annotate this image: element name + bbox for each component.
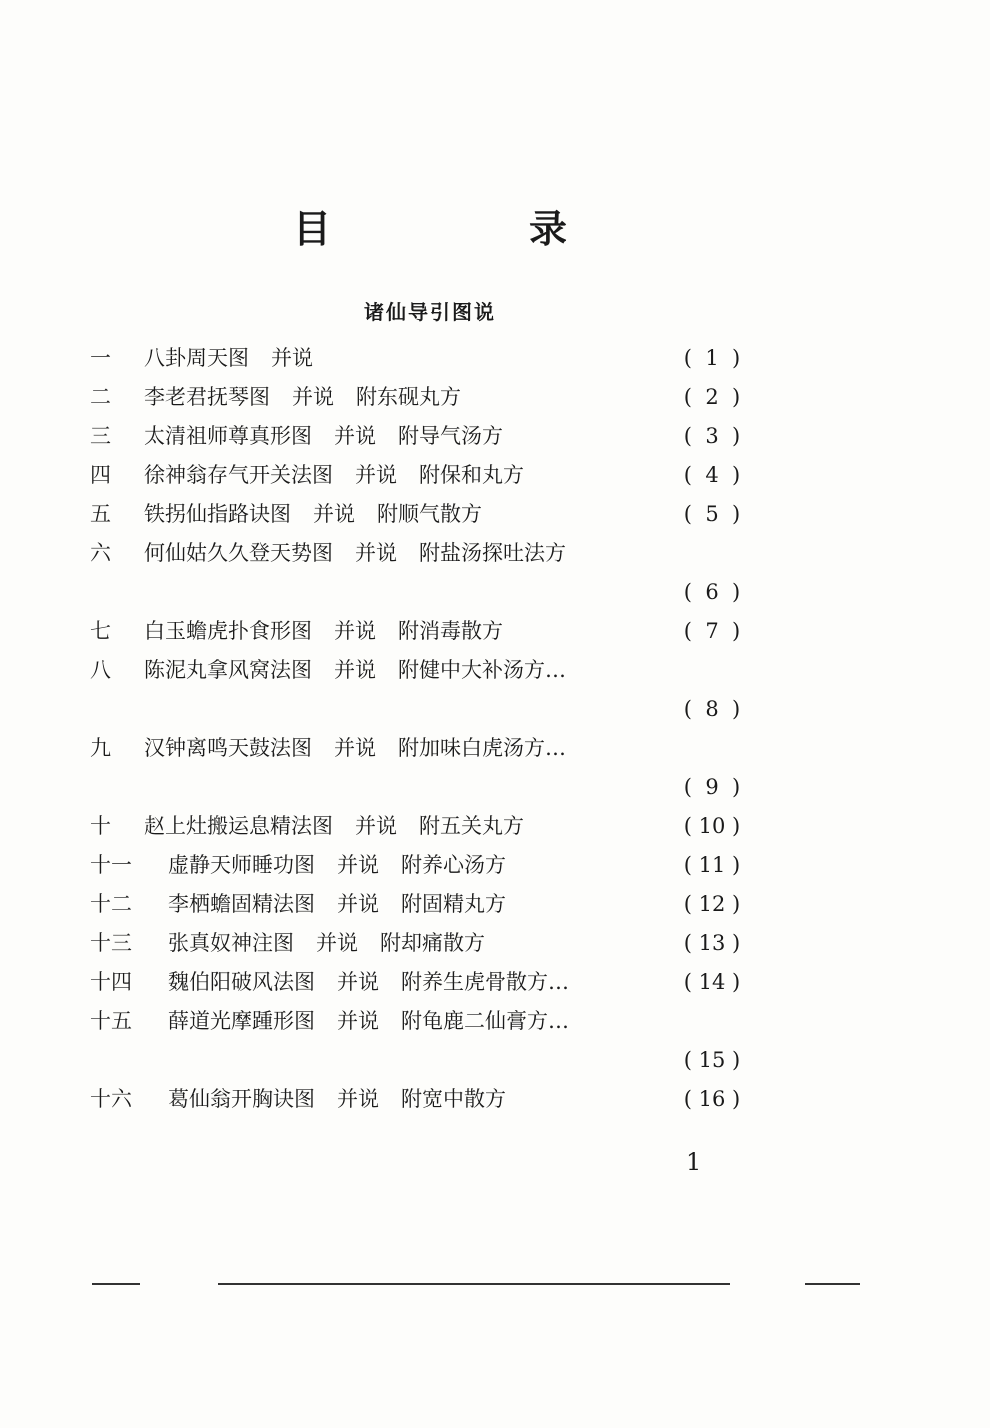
toc-page-number: 4	[705, 463, 719, 487]
toc-entry-title-text: 薛道光摩踵形图	[168, 1009, 315, 1033]
toc-entry-title	[168, 888, 506, 920]
toc-page-number: 9	[705, 775, 719, 799]
bottom-rule	[218, 1283, 730, 1285]
toc-entry-continuation[interactable]	[90, 576, 760, 608]
toc-entry[interactable]	[90, 459, 760, 491]
toc-page-ref: ( 10 )	[672, 810, 752, 842]
toc-entry-title-text: 魏伯阳破风法图	[168, 970, 315, 994]
toc-entry-title-text: 葛仙翁开胸诀图	[168, 1087, 315, 1111]
toc-entry[interactable]	[90, 810, 760, 842]
toc-entry[interactable]	[90, 849, 760, 881]
toc-entry-number: 三	[90, 424, 111, 448]
toc-page-number: 16	[698, 1087, 726, 1111]
toc-entry-appendix: 附五关丸方	[419, 814, 524, 838]
toc-entry-number: 十六	[90, 1087, 132, 1111]
toc-entry-appendix: 附导气汤方	[398, 424, 503, 448]
toc-page-ref: ( 12 )	[672, 888, 752, 920]
toc-leader-dots	[469, 381, 665, 413]
toc-entry-title	[144, 537, 566, 569]
toc-entry-appendix: 附养生虎骨散方…	[401, 970, 569, 994]
toc-leader-dots	[144, 771, 665, 803]
toc-entry-title-text: 汉钟离鸣天鼓法图	[144, 736, 312, 760]
toc-entry[interactable]	[90, 732, 760, 764]
toc-entry-number: 十四	[90, 970, 132, 994]
toc-page-ref: ( 15 )	[672, 1044, 752, 1076]
toc-entry[interactable]	[90, 342, 760, 374]
toc-page-ref: ( 7 )	[672, 615, 752, 647]
toc-page-ref: ( 16 )	[672, 1083, 752, 1115]
toc-entry[interactable]	[90, 927, 760, 959]
toc-entry-appendix: 附东砚丸方	[356, 385, 461, 409]
toc-entry-title	[144, 420, 503, 452]
toc-entry-number: 五	[90, 502, 111, 526]
toc-entry-title-text: 八卦周天图	[144, 346, 249, 370]
toc-entry-title-text: 张真奴神注图	[168, 931, 294, 955]
bottom-rule	[805, 1283, 860, 1285]
toc-entry-note: 并说	[271, 346, 313, 370]
toc-entry-appendix: 附顺气散方	[377, 502, 482, 526]
toc-entry-continuation[interactable]	[90, 771, 760, 803]
toc-entry-title	[168, 966, 569, 998]
toc-page-number: 1	[705, 346, 719, 370]
toc-page-number: 13	[698, 931, 726, 955]
toc-leader-dots	[532, 810, 665, 842]
toc-entry-note: 并说	[334, 736, 376, 760]
toc-page-number: 2	[705, 385, 719, 409]
toc-entry-title-text: 李栖蟾固精法图	[168, 892, 315, 916]
toc-leader-dots	[321, 342, 665, 374]
toc-entry[interactable]	[90, 498, 760, 530]
toc-entry-continuation[interactable]	[90, 1044, 760, 1076]
toc-page-number: 12	[698, 892, 726, 916]
toc-entry[interactable]	[90, 615, 760, 647]
toc-entry-note: 并说	[313, 502, 355, 526]
toc-entry-title-text: 赵上灶搬运息精法图	[144, 814, 333, 838]
toc-entry[interactable]	[90, 1083, 760, 1115]
toc-entry-appendix: 附固精丸方	[401, 892, 506, 916]
page-title: 目 录	[292, 207, 647, 251]
toc-page-ref: ( 13 )	[672, 927, 752, 959]
toc-entry-number: 七	[90, 619, 111, 643]
toc-page-ref: ( 11 )	[672, 849, 752, 881]
toc-entry-appendix: 附保和丸方	[419, 463, 524, 487]
toc-entry[interactable]	[90, 537, 760, 569]
toc-entry-number: 六	[90, 541, 111, 565]
toc-entry-number: 四	[90, 463, 111, 487]
toc-page-number: 6	[705, 580, 719, 604]
toc-entry-title	[168, 1005, 569, 1037]
toc-entry[interactable]	[90, 654, 760, 686]
toc-page-ref: ( 6 )	[672, 576, 752, 608]
toc-entry-title-text: 何仙姑久久登天势图	[144, 541, 333, 565]
toc-leader-dots	[514, 849, 665, 881]
toc-leader-dots	[532, 459, 665, 491]
toc-entry[interactable]	[90, 888, 760, 920]
toc-entry-appendix: 附加味白虎汤方…	[398, 736, 566, 760]
toc-entry-note: 并说	[355, 814, 397, 838]
toc-entry-title	[168, 927, 485, 959]
toc-page-number: 5	[705, 502, 719, 526]
toc-entry-note: 并说	[337, 853, 379, 877]
toc-leader-dots	[493, 927, 665, 959]
toc-entry-note: 并说	[337, 1009, 379, 1033]
toc-leader-dots	[168, 1044, 665, 1076]
toc-entry[interactable]	[90, 1005, 760, 1037]
toc-entry-title	[144, 342, 313, 374]
toc-entry-number: 十三	[90, 931, 132, 955]
toc-page-ref: ( 1 )	[672, 342, 752, 374]
toc-entry-appendix: 附健中大补汤方…	[398, 658, 566, 682]
toc-leader-dots	[144, 576, 665, 608]
toc-page-ref: ( 8 )	[672, 693, 752, 725]
section-title: 诸仙导引图说	[364, 300, 496, 324]
toc-entry-number: 十	[90, 814, 111, 838]
toc-page-number: 8	[705, 697, 719, 721]
page-number: 1	[686, 1148, 702, 1176]
toc-entry-note: 并说	[337, 892, 379, 916]
toc-entry-title	[144, 732, 566, 764]
toc-entry-number: 二	[90, 385, 111, 409]
toc-entry-title-text: 李老君抚琴图	[144, 385, 270, 409]
toc-page-number: 7	[705, 619, 719, 643]
toc-entry-title	[168, 1083, 506, 1115]
toc-leader-dots	[490, 498, 665, 530]
toc-entry-title	[144, 498, 482, 530]
toc-entry-number: 九	[90, 736, 111, 760]
toc-entry-appendix: 附盐汤探吐法方	[419, 541, 566, 565]
toc-entry-appendix: 附养心汤方	[401, 853, 506, 877]
toc-page-number: 10	[698, 814, 726, 838]
toc-entry-number: 十一	[90, 853, 132, 877]
toc-page-ref: ( 5 )	[672, 498, 752, 530]
toc-page-number: 3	[705, 424, 719, 448]
toc-page-ref: ( 3 )	[672, 420, 752, 452]
toc-leader-dots	[511, 420, 665, 452]
toc-entry-number: 十二	[90, 892, 132, 916]
toc-entry-number: 一	[90, 346, 111, 370]
toc-leader-dots	[577, 966, 665, 998]
toc-leader-dots	[514, 888, 665, 920]
toc-entry-note: 并说	[337, 1087, 379, 1111]
toc-entry-title	[144, 615, 503, 647]
toc-entry-title	[168, 849, 506, 881]
toc-entry-appendix: 附龟鹿二仙膏方…	[401, 1009, 569, 1033]
toc-leader-dots	[511, 615, 665, 647]
toc-entry-note: 并说	[334, 424, 376, 448]
toc-entry-note: 并说	[355, 463, 397, 487]
toc-entry-continuation[interactable]	[90, 693, 760, 725]
toc-leader-dots	[144, 693, 665, 725]
toc-entry[interactable]	[90, 966, 760, 998]
toc-entry-title-text: 铁拐仙指路诀图	[144, 502, 291, 526]
toc-page-ref: ( 4 )	[672, 459, 752, 491]
toc-entry-note: 并说	[334, 619, 376, 643]
toc-entry-appendix: 附宽中散方	[401, 1087, 506, 1111]
toc-entry-title-text: 虚静天师睡功图	[168, 853, 315, 877]
toc-page-ref: ( 9 )	[672, 771, 752, 803]
toc-entry-title	[144, 459, 524, 491]
toc-page-number: 15	[698, 1048, 726, 1072]
toc-page-ref: ( 14 )	[672, 966, 752, 998]
toc-entry-title-text: 陈泥丸拿风窝法图	[144, 658, 312, 682]
toc-entry-note: 并说	[355, 541, 397, 565]
toc-entry-note: 并说	[337, 970, 379, 994]
toc-entry-note: 并说	[292, 385, 334, 409]
toc-entry-appendix: 附却痛散方	[380, 931, 485, 955]
toc-entry-title-text: 白玉蟾虎扑食形图	[144, 619, 312, 643]
toc-entry-title-text: 徐神翁存气开关法图	[144, 463, 333, 487]
toc-page-ref: ( 2 )	[672, 381, 752, 413]
toc-entry-number: 八	[90, 658, 111, 682]
toc-entry[interactable]	[90, 381, 760, 413]
toc-entry-title	[144, 810, 524, 842]
toc-page-number: 14	[698, 970, 726, 994]
toc-entry-number: 十五	[90, 1009, 132, 1033]
toc-entry-title	[144, 654, 566, 686]
toc-page-number: 11	[698, 853, 726, 877]
toc-entry-note: 并说	[316, 931, 358, 955]
toc-entry-note: 并说	[334, 658, 376, 682]
toc-leader-dots	[514, 1083, 665, 1115]
toc-entry[interactable]	[90, 420, 760, 452]
toc-entry-appendix: 附消毒散方	[398, 619, 503, 643]
bottom-rule	[92, 1283, 140, 1285]
toc-entry-title-text: 太清祖师尊真形图	[144, 424, 312, 448]
toc-entry-title	[144, 381, 461, 413]
